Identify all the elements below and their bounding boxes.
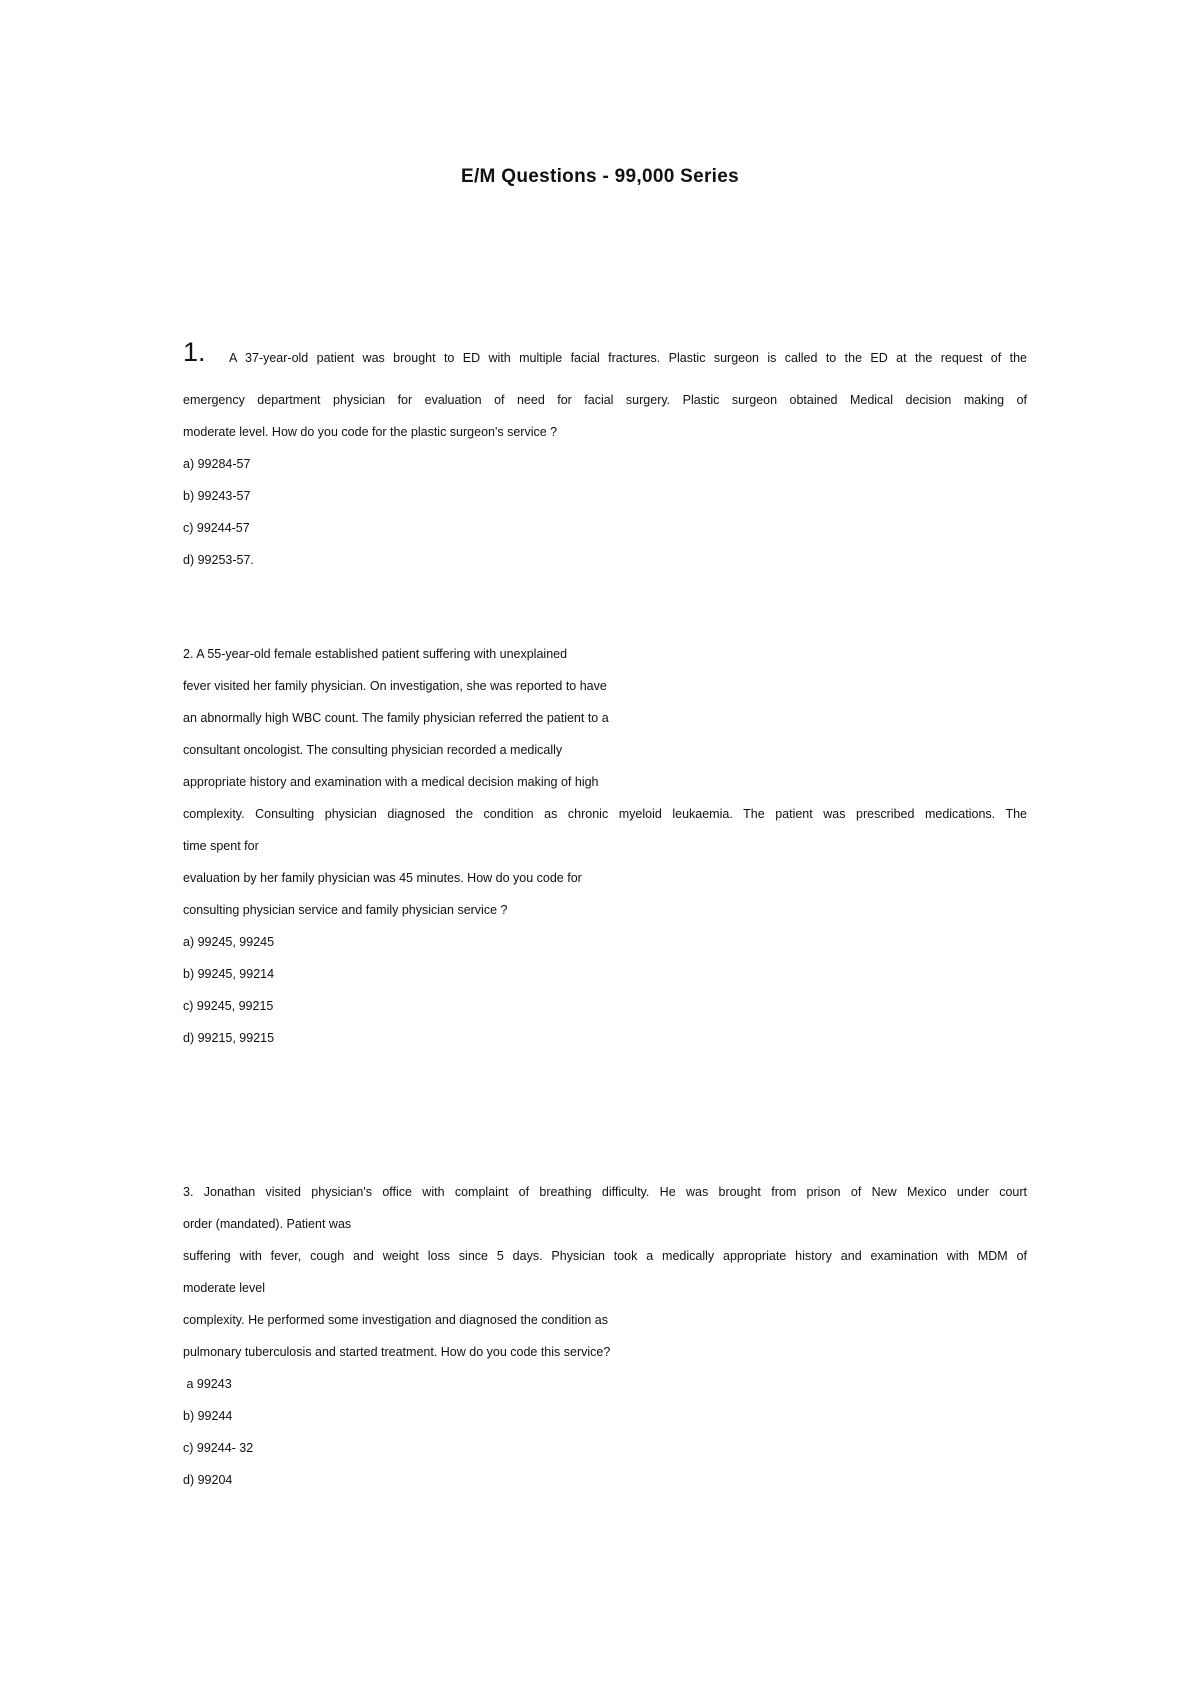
question-2-line-4: consultant oncologist. The consulting physician recorded a medically [183, 743, 563, 757]
question-2-option-c: c) 99245, 99215 [183, 999, 274, 1013]
question-1-line-2: emergency department physician for evaluation of need for facial surgery. Plastic surgeon obtained Medical decision making of [183, 393, 1027, 407]
question-3-option-c: c) 99244- 32 [183, 1441, 254, 1455]
question-3-option-d: d) 99204 [183, 1473, 233, 1487]
question-1-option-c: c) 99244-57 [183, 521, 250, 535]
question-1-number: 1. [183, 337, 206, 367]
document-title: E/M Questions - 99,000 Series [461, 166, 739, 187]
question-1 [183, 339, 1027, 568]
question-3-line-4: moderate level [183, 1281, 265, 1295]
question-3-option-b: b) 99244 [183, 1409, 233, 1423]
question-2 [183, 646, 1027, 1046]
question-1-option-d: d) 99253-57. [183, 553, 254, 567]
question-1-option-b: b) 99243-57 [183, 489, 251, 503]
question-3-line-6: pulmonary tuberculosis and started treatment. How do you code this service? [183, 1345, 611, 1359]
question-1-line-3: moderate level. How do you code for the plastic surgeon's service ? [183, 425, 558, 439]
question-3-line-3: suffering with fever, cough and weight loss since 5 days. Physician took a medically appropriate history and examination with MDM of [183, 1249, 1027, 1263]
question-2-option-b: b) 99245, 99214 [183, 967, 275, 981]
question-3-line-5: complexity. He performed some investigation and diagnosed the condition as [183, 1313, 609, 1327]
question-3-line-1: 3. Jonathan visited physician's office with complaint of breathing difficulty. He was brought from prison of New Mexico under court [183, 1185, 1027, 1199]
question-3-line-2: order (mandated). Patient was [183, 1217, 352, 1231]
question-3-option-a: a 99243 [183, 1377, 232, 1391]
question-2-line-7: time spent for [183, 839, 259, 853]
question-2-line-3: an abnormally high WBC count. The family physician referred the patient to a [183, 711, 609, 725]
question-2-line-6: complexity. Consulting physician diagnosed the condition as chronic myeloid leukaemia. The patient was prescribed medications. The [183, 807, 1027, 821]
question-1-option-a: a) 99284-57 [183, 457, 251, 471]
question-2-line-5: appropriate history and examination with a medical decision making of high [183, 775, 599, 789]
question-1-line-1: A 37-year-old patient was brought to ED with multiple facial fractures. Plastic surgeon is called to the ED at the request of the [229, 351, 1027, 365]
question-1-first-line [183, 339, 1027, 366]
question-2-line-1: 2. A 55-year-old female established patient suffering with unexplained [183, 647, 568, 661]
question-2-line-9: consulting physician service and family physician service ? [183, 903, 508, 917]
question-2-line-2: fever visited her family physician. On investigation, she was reported to have [183, 679, 607, 693]
question-2-option-d: d) 99215, 99215 [183, 1031, 275, 1045]
question-2-line-8: evaluation by her family physician was 45 minutes. How do you code for [183, 871, 582, 885]
question-3 [183, 1184, 1027, 1488]
question-2-option-a: a) 99245, 99245 [183, 935, 275, 949]
